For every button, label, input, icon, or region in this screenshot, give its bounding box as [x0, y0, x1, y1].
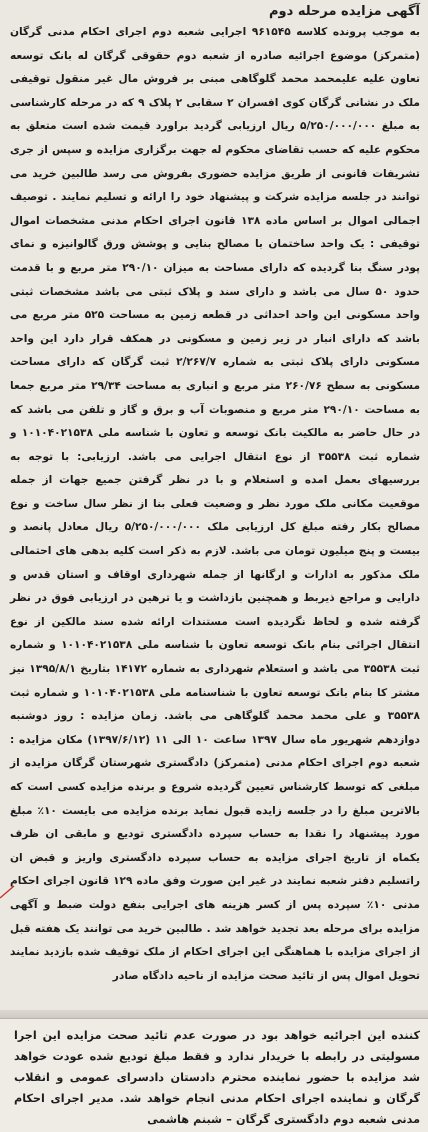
fold-divider: [0, 1010, 428, 1018]
pen-mark-icon: [0, 884, 16, 900]
notice-body-upper: به موجب پرونده کلاسه ۹۶۱۵۴۵ اجرایی شعبه دوم اجرای احکام مدنی گرگان (متمرکز) موضوع اجرائیه صادره از شعبه دوم حقوقی گرگان له بانک توسعه تعاون علیه علیمحمد محمد گلوگاهی مبنی بر فروش مال غیر منقول توقیفی ملک در نشانی گرگان کوی افسران ۲ سقابی ۲ پلاک ۹ که در مرحله کارشناسی به مبلغ ۵/۲۵۰/۰۰۰/۰۰۰ ریال ارزیابی گردید براورد قیمت شده است متعلق به محکوم علیه که حسب تقاضای محکوم له جهت برگزاری مزایده و سپس از جری تشریفات قانونی از طریق مزایده حضوری بفروش می رسد طالبین خرید می توانند در جلسه مزایده شرکت و پیشنهاد خود را ارائه و تسلیم نمایند . توصیف اجمالی اموال بر اساس ماده ۱۳۸ قانون اجرای احکام مدنی مشخصات اموال توقیفی : یک واحد ساختمان با مصالح بنایی و پوشش ورق گالوانیزه و نمای پودر سنگ بنا گردیده که دارای مساحت به میزان ۲۹۰/۱۰ متر مربع و با قدمت حدود ۵۰ سال می باشد و دارای سند و پلاک ثبتی می باشد مشخصات ثبتی واحد مسکونی این واحد احداثی در قطعه زمین به مساحت ۵۲۵ متر مربع می باشد که دارای انبار در زیر زمین و مسکونی در همکف قرار دارد این واحد مسکونی دارای پلاک ثبتی به شماره ۲/۲۶۷/۷ ثبت گرگان که دارای مساحت مسکونی به سطح ۲۶۰/۷۶ متر مربع و انباری به مساحت ۲۹/۳۴ متر مربع جمعا به مساحت ۲۹۰/۱۰ متر مربع و منصوبات آب و برق و گاز و تلفن می باشد که در حال حاضر به مالکیت بانک توسعه و تعاون با شناسه ملی ۱۰۱۰۴۰۲۱۵۳۸ و شماره ثبت ۳۵۵۳۸ از نوع انتقال اجرایی می باشد. ارزیابی: با توجه به بررسیهای بعمل امده و استعلام و با در نظر گرفتن جمیع جهات از جمله موقعیت مکانی ملک مورد نظر و وضعیت فعلی بنا از نظر سال ساخت و نوع مصالح بکار رفته مبلغ کل ارزیابی ملک ۵/۲۵۰/۰۰۰/۰۰۰ ریال معادل پانصد و بیست و پنج میلیون تومان می باشد. لازم به ذکر است کلیه بدهی های احتمالی ملک مذکور به ادارات و ارگانها از جمله شهرداری اوقاف و استان قدس و دارایی و مراجع ذیربط و همچنین بازداشت و یا ترهین در ارزیابی فوق در نظر گرفته شده و لحاظ نگردیده است مستندات ارائه شده سند مالکین از نوع انتقال اجرائی بنام بانک توسعه تعاون با شناسه ملی ۱۰۱۰۴۰۲۱۵۳۸ و شماره ثبت ۳۵۵۳۸ می باشد و استعلام شهرداری به شماره ۱۴۱۷۲ بتاریخ ۱۳۹۵/۸/۱ نیز مشتر کا بنام بانک توسعه تعاون با شناسنامه ملی ۱۰۱۰۴۰۲۱۵۳۸ و شماره ثبت ۳۵۵۳۸ و علی محمد محمد گلوگاهی می باشد. زمان مزایده : روز دوشنبه دوازدهم شهریور ماه سال ۱۳۹۷ ساعت ۱۰ الی ۱۱ (۱۳۹۷/۶/۱۲) مکان مزایده : شعبه دوم اجرای احکام مدنی (متمرکز) دادگستری شهرستان گرگان مزایده از مبلغی که توسط کارشناس تعیین گردیده شروع و برنده مزایده کسی است که بالاترین مبلغ را در جلسه زایده قبول نماید برنده مزایده می بایست ۱۰٪ مبلغ مورد پیشنهاد را نقدا به حساب سپرده دادگستری تودیع و مابقی ان ظرف یکماه از تاریخ اجرای مزایده به حساب سپرده دادگستری واریز و قبض ان راتسلیم دفتر شعبه نمایند در غیر این صورت وفق ماده ۱۲۹ قانون اجرای احکام مدنی ۱۰٪ سپرده پس از کسر هزینه های اجرایی بنفع دولت ضبط و آگهی مزایده برای مرحله بعد تجدید خواهد شد . طالبین خرید می توانند یک هفته قبل از اجرای مزایده با هماهنگی این اجرای احکام از ملک توقیف شده بازدید نمایند تحویل اموال پس از تائید صحت مزایده از ناحیه دادگاه صادر: [10, 26, 421, 982]
notice-signature: مدیر اجرای احکام مدنی شعبه دوم دادگستری گرگان – شبنم هاشمی: [14, 1092, 420, 1126]
notice-body-lower-text: کننده این اجرائیه خواهد بود در صورت عدم تائید صحت مزایده این اجرا مسولیتی در رابطه با خریدار ندارد و فقط مبلغ تودیع شده عودت خواهد شد مزایده با حضور نماینده محترم دادستان دادسرای عمومی و انقلاب گرگان و نماینده اجرای احکام مدنی انجام خواهد شد.: [14, 1029, 420, 1105]
notice-body-lower: [14, 1025, 420, 1130]
notice-title: آگهی مزایده مرحله دوم: [269, 4, 420, 19]
notice-column-lower: [0, 1018, 428, 1132]
